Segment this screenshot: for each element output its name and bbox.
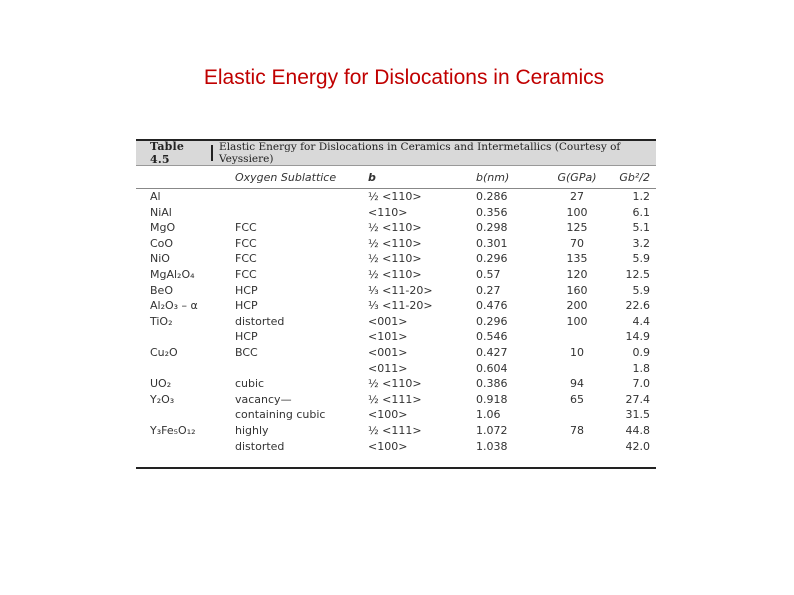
cell-b-nm: 0.286 <box>476 190 508 203</box>
table-row <box>136 298 656 314</box>
cell-oxygen-sublattice: BCC <box>235 345 258 359</box>
cell-g-gpa: 100 <box>566 314 588 328</box>
table-row <box>136 407 656 423</box>
table-row <box>136 267 656 283</box>
table-caption: Elastic Energy for Dislocations in Ceramics and Intermetallics (Courtesy of Veyssiere) <box>219 141 621 165</box>
cell-compound <box>136 407 235 423</box>
table-row <box>136 392 656 408</box>
cell-g-gpa: 100 <box>566 205 588 219</box>
table-row <box>136 205 656 221</box>
cell-compound <box>136 329 235 345</box>
cell-burgers-vector: <001> <box>368 345 408 359</box>
header-energy: Gb²/2 <box>608 166 656 189</box>
cell-compound: UO₂ <box>150 377 172 391</box>
cell-energy: 4.4 <box>632 314 650 328</box>
cell-g-gpa: 120 <box>566 267 588 281</box>
cell-b-nm: 0.57 <box>476 267 501 281</box>
cell-b-nm: 0.476 <box>476 299 508 313</box>
cell-energy: 42.0 <box>625 439 650 453</box>
cell-burgers-vector: ½ <110> <box>368 236 422 250</box>
cell-energy: 3.2 <box>632 236 650 250</box>
cell-energy: 22.6 <box>625 299 650 313</box>
table-figure <box>136 139 656 469</box>
cell-energy: 1.2 <box>632 190 650 203</box>
cell-oxygen-sublattice: HCP <box>235 283 258 297</box>
cell-b-nm: 1.072 <box>476 423 508 437</box>
cell-energy: 14.9 <box>625 330 650 344</box>
caption-divider <box>211 145 213 161</box>
cell-burgers-vector: ½ <111> <box>368 392 422 406</box>
cell-compound: BeO <box>150 283 173 297</box>
cell-burgers-vector: ½ <110> <box>368 267 422 281</box>
cell-burgers-vector: <011> <box>368 361 408 375</box>
table-row <box>136 314 656 330</box>
cell-oxygen-sublattice <box>235 361 368 377</box>
cell-b-nm: 0.546 <box>476 330 508 344</box>
table-row <box>136 423 656 439</box>
header-b-nm: b(nm) <box>476 166 546 189</box>
cell-g-gpa: 135 <box>566 252 588 266</box>
cell-energy: 12.5 <box>625 267 650 281</box>
cell-compound: Cu₂O <box>150 345 178 359</box>
cell-compound: Al₂O₃ – α <box>150 299 198 313</box>
cell-g-gpa: 27 <box>570 190 584 203</box>
cell-compound: Y₂O₃ <box>150 392 175 406</box>
cell-oxygen-sublattice <box>235 189 368 205</box>
cell-oxygen-sublattice: FCC <box>235 221 257 235</box>
cell-b-nm: 0.27 <box>476 283 501 297</box>
cell-b-nm: 0.427 <box>476 345 508 359</box>
cell-oxygen-sublattice: cubic <box>235 377 265 391</box>
cell-energy: 7.0 <box>632 377 650 391</box>
cell-compound: NiO <box>150 252 170 266</box>
cell-compound: Y₃Fe₅O₁₂ <box>150 423 196 437</box>
cell-oxygen-sublattice: HCP <box>235 330 258 344</box>
cell-g-gpa: 125 <box>566 221 588 235</box>
table-header-row <box>136 166 656 189</box>
cell-b-nm: 0.296 <box>476 314 508 328</box>
header-g-gpa: G(GPa) <box>546 166 608 189</box>
header-burgers-vector: b <box>368 166 476 189</box>
cell-b-nm: 0.918 <box>476 392 508 406</box>
cell-compound: MgO <box>150 221 176 235</box>
cell-compound: Al <box>150 190 161 203</box>
table-row <box>136 283 656 299</box>
cell-g-gpa <box>546 439 608 455</box>
cell-oxygen-sublattice: HCP <box>235 299 258 313</box>
table-caption-bar <box>136 141 656 166</box>
cell-compound: NiAl <box>150 205 172 219</box>
header-oxygen-sublattice: Oxygen Sublattice <box>235 166 368 189</box>
cell-burgers-vector: ½ <110> <box>368 252 422 266</box>
cell-g-gpa: 94 <box>570 377 584 391</box>
cell-energy: 5.1 <box>632 221 650 235</box>
cell-burgers-vector: <101> <box>368 330 408 344</box>
table-row <box>136 251 656 267</box>
table-row <box>136 361 656 377</box>
cell-b-nm: 0.386 <box>476 377 508 391</box>
cell-b-nm: 1.06 <box>476 408 501 422</box>
cell-b-nm: 0.604 <box>476 361 508 375</box>
cell-energy: 5.9 <box>632 283 650 297</box>
cell-b-nm: 0.296 <box>476 252 508 266</box>
header-compound <box>136 166 235 189</box>
cell-g-gpa: 160 <box>566 283 588 297</box>
cell-g-gpa <box>546 329 608 345</box>
cell-burgers-vector: ½ <110> <box>368 377 422 391</box>
cell-b-nm: 1.038 <box>476 439 508 453</box>
cell-compound <box>136 361 235 377</box>
table-body <box>136 189 656 455</box>
cell-energy: 27.4 <box>625 392 650 406</box>
cell-oxygen-sublattice: containing cubic <box>235 408 326 422</box>
cell-oxygen-sublattice: distorted <box>235 439 285 453</box>
cell-g-gpa <box>546 407 608 423</box>
cell-g-gpa: 70 <box>570 236 584 250</box>
cell-energy: 5.9 <box>632 252 650 266</box>
cell-oxygen-sublattice: FCC <box>235 236 257 250</box>
slide-title: Elastic Energy for Dislocations in Ceramics <box>203 66 605 89</box>
cell-energy: 1.8 <box>632 361 650 375</box>
cell-energy: 6.1 <box>632 205 650 219</box>
cell-oxygen-sublattice: distorted <box>235 314 285 328</box>
cell-b-nm: 0.301 <box>476 236 508 250</box>
cell-oxygen-sublattice: highly <box>235 423 269 437</box>
cell-oxygen-sublattice <box>235 205 368 221</box>
cell-energy: 0.9 <box>632 345 650 359</box>
cell-compound: MgAl₂O₄ <box>150 267 195 281</box>
cell-g-gpa <box>546 361 608 377</box>
table-row <box>136 189 656 205</box>
table-row <box>136 345 656 361</box>
cell-g-gpa: 200 <box>566 299 588 313</box>
cell-b-nm: 0.298 <box>476 221 508 235</box>
dislocation-energy-table <box>136 166 656 454</box>
cell-g-gpa: 10 <box>570 345 584 359</box>
table-label: Table 4.5 <box>150 140 185 166</box>
cell-oxygen-sublattice: FCC <box>235 252 257 266</box>
cell-oxygen-sublattice: FCC <box>235 267 257 281</box>
cell-oxygen-sublattice: vacancy— <box>235 392 292 406</box>
table-row <box>136 376 656 392</box>
cell-compound: TiO₂ <box>150 314 173 328</box>
cell-burgers-vector: ½ <111> <box>368 423 422 437</box>
cell-g-gpa: 65 <box>570 392 584 406</box>
cell-burgers-vector: <100> <box>368 439 408 453</box>
cell-burgers-vector: ⅓ <11-20> <box>368 299 433 313</box>
cell-energy: 44.8 <box>625 423 650 437</box>
cell-burgers-vector: ½ <110> <box>368 221 422 235</box>
table-row <box>136 329 656 345</box>
table-row <box>136 220 656 236</box>
cell-burgers-vector: ½ <110> <box>368 190 422 203</box>
table-row <box>136 236 656 252</box>
cell-g-gpa: 78 <box>570 423 584 437</box>
cell-burgers-vector: <110> <box>368 205 408 219</box>
cell-energy: 31.5 <box>625 408 650 422</box>
cell-b-nm: 0.356 <box>476 205 508 219</box>
cell-burgers-vector: <100> <box>368 408 408 422</box>
cell-compound <box>136 439 235 455</box>
cell-burgers-vector: ⅓ <11-20> <box>368 283 433 297</box>
table-row <box>136 439 656 455</box>
cell-burgers-vector: <001> <box>368 314 408 328</box>
cell-compound: CoO <box>150 236 174 250</box>
